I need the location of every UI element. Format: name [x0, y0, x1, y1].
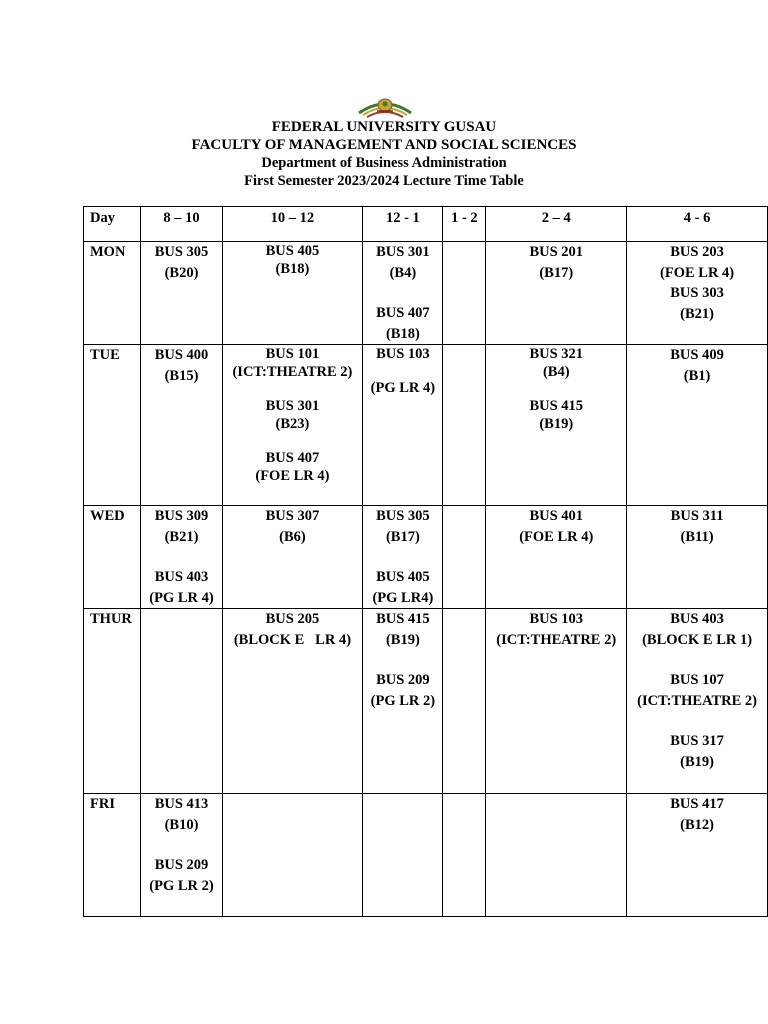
course-code: BUS 400 — [154, 347, 209, 363]
course-code: BUS 205 — [265, 611, 320, 627]
venue: (B19) — [385, 631, 420, 648]
cell-fri-10-12 — [222, 794, 363, 917]
course-code: BUS 101 — [265, 346, 320, 362]
venue: (B23) — [275, 416, 310, 432]
cell-tue-8-10 — [141, 345, 222, 506]
course-code: BUS 403 — [154, 569, 209, 585]
venue: (B1) — [683, 367, 711, 384]
cell-mon-8-10 — [141, 242, 222, 345]
column-header-10-12: 10 – 12 — [222, 207, 363, 242]
venue: (PG LR 2) — [149, 877, 214, 894]
day-cell-fri: FRI — [84, 794, 141, 917]
faculty-name: FACULTY OF MANAGEMENT AND SOCIAL SCIENCES — [191, 137, 577, 153]
cell-mon-1-2 — [443, 242, 486, 345]
venue: (FOE LR 4) — [519, 528, 594, 545]
course-code: BUS 301 — [376, 244, 430, 260]
venue: (B20) — [164, 264, 199, 281]
venue: (B6) — [279, 528, 306, 545]
course-code: BUS 103 — [529, 611, 584, 627]
venue: (B19) — [680, 753, 714, 770]
venue: (PG LR 4) — [149, 589, 214, 606]
course-code: BUS 405 — [265, 243, 320, 259]
cell-thur-8-10 — [141, 609, 222, 794]
cell-wed-1-2 — [443, 506, 486, 609]
venue: (B12) — [680, 816, 714, 833]
course-code: BUS 417 — [670, 796, 724, 812]
venue: (B11) — [680, 528, 714, 545]
cell-thur-2-4 — [486, 609, 627, 794]
cell-mon-2-4 — [486, 242, 627, 345]
table-row-tue — [84, 345, 768, 506]
column-header-2-4: 2 – 4 — [486, 207, 627, 242]
course-code: BUS 303 — [670, 285, 724, 301]
department-name: Department of Business Administration — [261, 155, 507, 171]
column-header-4-6: 4 - 6 — [627, 207, 768, 242]
cell-mon-10-12 — [222, 242, 363, 345]
venue: (B4) — [542, 364, 570, 380]
university-name: FEDERAL UNIVERSITY GUSAU — [271, 119, 497, 135]
venue: (PG LR4) — [372, 589, 434, 606]
venue: (ICT:THEATRE 2) — [637, 692, 758, 709]
venue: (B15) — [164, 367, 199, 384]
course-code: BUS 305 — [154, 244, 209, 260]
column-header-1-2: 1 - 2 — [443, 207, 486, 242]
venue: (ICT:THEATRE 2) — [232, 364, 353, 380]
course-code: BUS 309 — [154, 508, 209, 524]
day-cell-tue: TUE — [84, 345, 141, 506]
course-code: BUS 311 — [670, 508, 724, 524]
course-code: BUS 321 — [529, 346, 584, 362]
cell-wed-10-12 — [222, 506, 363, 609]
venue: (BLOCK E LR 4) — [233, 631, 352, 648]
venue: (BLOCK E LR 1) — [642, 631, 753, 648]
course-code: BUS 209 — [376, 672, 430, 688]
venue: (FOE LR 4) — [660, 264, 735, 281]
venue: (ICT:THEATRE 2) — [496, 631, 617, 648]
course-code: BUS 403 — [670, 611, 724, 627]
venue: (B19) — [539, 416, 574, 432]
venue: (PG LR 4) — [370, 380, 436, 396]
course-code: BUS 407 — [265, 450, 320, 466]
course-code: BUS 203 — [670, 244, 724, 260]
course-code: BUS 317 — [670, 733, 724, 749]
venue: (B17) — [539, 264, 574, 281]
course-code: BUS 405 — [376, 569, 430, 585]
cell-tue-4-6 — [627, 345, 768, 506]
cell-mon-4-6 — [627, 242, 768, 345]
course-code: BUS 301 — [265, 398, 320, 414]
cell-fri-4-6 — [627, 794, 768, 917]
column-header-day: Day — [84, 207, 141, 242]
course-code: BUS 103 — [376, 346, 430, 362]
cell-tue-1-2 — [443, 345, 486, 506]
lecture-timetable — [83, 206, 768, 917]
day-cell-thur: THUR — [84, 609, 141, 794]
venue: (B17) — [385, 528, 420, 545]
university-crest-logo — [355, 91, 415, 121]
course-code: BUS 413 — [154, 796, 209, 812]
column-header-12-1: 12 - 1 — [363, 207, 443, 242]
timetable-title: First Semester 2023/2024 Lecture Time Table — [244, 173, 524, 189]
cell-thur-4-6 — [627, 609, 768, 794]
cell-wed-12-1 — [363, 506, 443, 609]
cell-wed-2-4 — [486, 506, 627, 609]
table-row-mon — [84, 242, 768, 345]
venue: (B18) — [385, 325, 420, 342]
cell-tue-2-4 — [486, 345, 627, 506]
venue: (B21) — [680, 305, 714, 322]
cell-thur-10-12 — [222, 609, 363, 794]
cell-wed-4-6 — [627, 506, 768, 609]
venue: (B18) — [275, 261, 310, 277]
cell-fri-8-10 — [141, 794, 222, 917]
cell-fri-1-2 — [443, 794, 486, 917]
course-code: BUS 415 — [376, 611, 430, 627]
table-row-fri — [84, 794, 768, 917]
course-code: BUS 209 — [154, 857, 209, 873]
cell-tue-10-12 — [222, 345, 363, 506]
course-code: BUS 401 — [529, 508, 584, 524]
venue: (FOE LR 4) — [255, 468, 330, 484]
cell-tue-12-1 — [363, 345, 443, 506]
venue: (B4) — [389, 264, 417, 281]
course-code: BUS 201 — [529, 244, 584, 260]
day-cell-mon: MON — [84, 242, 141, 345]
course-code: BUS 305 — [376, 508, 430, 524]
table-header-row — [84, 207, 768, 242]
course-code: BUS 307 — [265, 508, 320, 524]
course-code: BUS 415 — [529, 398, 584, 414]
table-row-wed — [84, 506, 768, 609]
course-code: BUS 107 — [670, 672, 724, 688]
course-code: BUS 409 — [670, 347, 724, 363]
cell-thur-12-1 — [363, 609, 443, 794]
cell-fri-12-1 — [363, 794, 443, 917]
course-code: BUS 407 — [376, 305, 430, 321]
venue: (B10) — [164, 816, 199, 833]
venue: (PG LR 2) — [370, 692, 436, 709]
cell-wed-8-10 — [141, 506, 222, 609]
venue: (B21) — [164, 528, 199, 545]
table-row-thur — [84, 609, 768, 794]
cell-thur-1-2 — [443, 609, 486, 794]
cell-mon-12-1 — [363, 242, 443, 345]
day-cell-wed: WED — [84, 506, 141, 609]
column-header-8-10: 8 – 10 — [141, 207, 222, 242]
cell-fri-2-4 — [486, 794, 627, 917]
